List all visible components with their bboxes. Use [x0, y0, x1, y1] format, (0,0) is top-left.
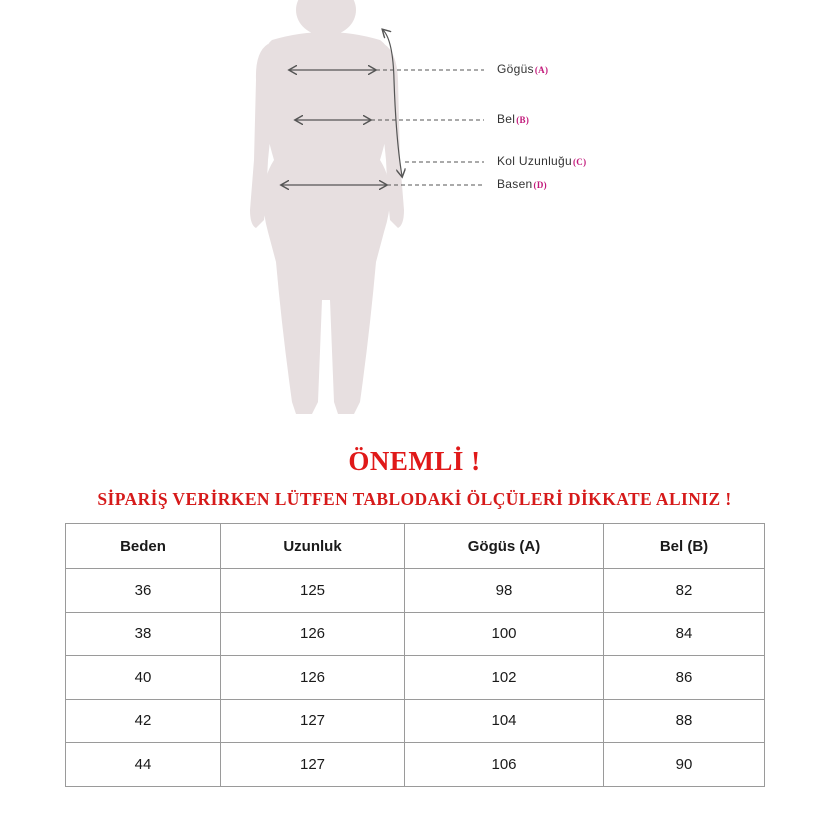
header-gogus: Gögüs (A) [405, 524, 604, 569]
label-kol-uzunlugu [497, 154, 586, 168]
label-basen [497, 177, 547, 191]
notice-title: ÖNEMLİ ! [348, 446, 481, 476]
header-uzunluk: Uzunluk [221, 524, 405, 569]
cell-gogus: 98 [405, 569, 604, 613]
cell-bel: 84 [604, 612, 765, 656]
table-row [66, 569, 765, 613]
label-basen-text: Basen [497, 177, 533, 191]
cell-gogus: 100 [405, 612, 604, 656]
size-table [65, 523, 765, 787]
table-row [66, 612, 765, 656]
header-bel: Bel (B) [604, 524, 765, 569]
header-beden: Beden [66, 524, 221, 569]
cell-bel: 90 [604, 743, 765, 787]
cell-gogus: 104 [405, 699, 604, 743]
cell-uzunluk: 127 [221, 743, 405, 787]
notice-subtitle: SİPARİŞ VERİRKEN LÜTFEN TABLODAKİ ÖLÇÜLERİ DİKKATE ALINIZ ! [97, 489, 732, 509]
cell-gogus: 102 [405, 656, 604, 700]
label-gogus-code: (A) [534, 65, 549, 75]
label-gogus-text: Gögüs [497, 62, 534, 76]
cell-beden: 38 [66, 612, 221, 656]
cell-gogus: 106 [405, 743, 604, 787]
cell-bel: 82 [604, 569, 765, 613]
label-basen-code: (D) [533, 180, 547, 190]
cell-bel: 86 [604, 656, 765, 700]
cell-uzunluk: 127 [221, 699, 405, 743]
cell-beden: 36 [66, 569, 221, 613]
label-bel-code: (B) [516, 115, 530, 125]
table-row [66, 743, 765, 787]
body-silhouette [250, 0, 404, 414]
cell-uzunluk: 126 [221, 612, 405, 656]
label-kol-text: Kol Uzunluğu [497, 154, 572, 168]
cell-beden: 42 [66, 699, 221, 743]
cell-bel: 88 [604, 699, 765, 743]
cell-beden: 40 [66, 656, 221, 700]
cell-beden: 44 [66, 743, 221, 787]
label-kol-code: (C) [572, 157, 587, 167]
table-header-row [66, 524, 765, 569]
cell-uzunluk: 125 [221, 569, 405, 613]
label-bel-text: Bel [497, 112, 516, 126]
label-gogus [497, 62, 548, 76]
label-bel [497, 112, 529, 126]
table-row [66, 656, 765, 700]
cell-uzunluk: 126 [221, 656, 405, 700]
table-row [66, 699, 765, 743]
